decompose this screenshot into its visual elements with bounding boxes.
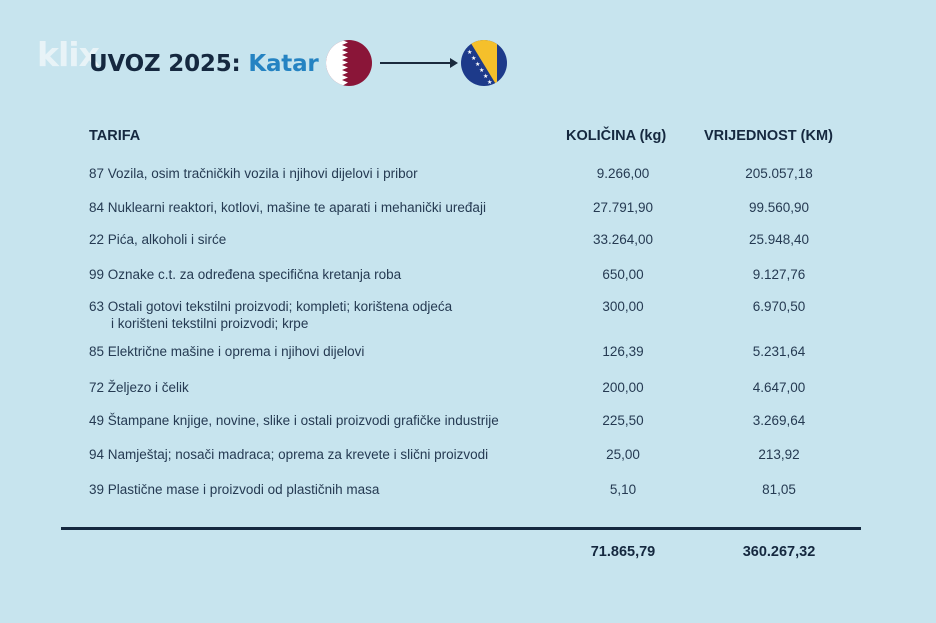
svg-text:★: ★ bbox=[487, 79, 493, 86]
page-title bbox=[89, 44, 319, 84]
row-kolicina: 650,00 bbox=[602, 267, 644, 282]
row-kolicina: 200,00 bbox=[602, 380, 644, 395]
row-vrijednost: 5.231,64 bbox=[752, 344, 806, 359]
row-description-line1: 63 Ostali gotovi tekstilni proizvodi; kompleti; korištena odjeća bbox=[89, 299, 453, 314]
row-vrijednost: 9.127,76 bbox=[752, 267, 806, 282]
column-header-tarifa: TARIFA bbox=[89, 128, 141, 144]
row-description-line2: i korišteni tekstilni proizvodi; krpe bbox=[111, 316, 309, 331]
total-kolicina: 71.865,79 bbox=[590, 544, 656, 560]
row-vrijednost: 25.948,40 bbox=[748, 232, 810, 247]
svg-text:★: ★ bbox=[467, 49, 473, 56]
row-description bbox=[89, 298, 589, 332]
arrow-right-icon bbox=[380, 62, 456, 64]
svg-text:★: ★ bbox=[475, 61, 481, 68]
row-vrijednost: 81,05 bbox=[762, 482, 796, 497]
row-kolicina: 9.266,00 bbox=[596, 166, 650, 181]
row-description: 84 Nuklearni reaktori, kotlovi, mašine te aparati i mehanički uređaji bbox=[89, 200, 486, 215]
svg-text:★: ★ bbox=[463, 43, 469, 50]
svg-text:★: ★ bbox=[471, 55, 477, 62]
title-country: Katar bbox=[248, 51, 319, 77]
row-description: 87 Vozila, osim tračničkih vozila i njihovi dijelovi i pribor bbox=[89, 166, 418, 181]
row-description: 94 Namještaj; nosači madraca; oprema za krevete i slični proizvodi bbox=[89, 447, 489, 462]
row-kolicina: 27.791,90 bbox=[592, 200, 654, 215]
row-vrijednost: 4.647,00 bbox=[752, 380, 806, 395]
svg-text:★: ★ bbox=[483, 73, 489, 80]
row-kolicina: 25,00 bbox=[606, 447, 640, 462]
column-header-vrijednost: VRIJEDNOST (KM) bbox=[704, 128, 833, 144]
column-header-kolicina: KOLIČINA (kg) bbox=[566, 128, 667, 144]
row-description: 72 Željezo i čelik bbox=[89, 380, 189, 395]
row-description: 99 Oznake c.t. za određena specifična kretanja roba bbox=[89, 267, 402, 282]
totals-divider bbox=[61, 527, 861, 530]
total-vrijednost: 360.267,32 bbox=[742, 544, 816, 560]
row-vrijednost: 3.269,64 bbox=[752, 413, 806, 428]
row-kolicina: 300,00 bbox=[602, 299, 644, 314]
bosnia-herzegovina-flag-icon bbox=[461, 40, 507, 86]
row-kolicina: 5,10 bbox=[609, 482, 637, 497]
row-vrijednost: 213,92 bbox=[758, 447, 800, 462]
row-description: 49 Štampane knjige, novine, slike i ostali proizvodi grafičke industrije bbox=[89, 413, 499, 428]
klix-logo: klix bbox=[37, 35, 99, 74]
row-kolicina: 33.264,00 bbox=[592, 232, 654, 247]
row-description: 85 Električne mašine i oprema i njihovi dijelovi bbox=[89, 344, 365, 359]
row-vrijednost: 205.057,18 bbox=[745, 166, 813, 181]
qatar-flag-icon bbox=[326, 40, 372, 86]
row-kolicina: 126,39 bbox=[602, 344, 644, 359]
row-kolicina: 225,50 bbox=[602, 413, 644, 428]
row-vrijednost: 99.560,90 bbox=[748, 200, 810, 215]
title-prefix: UVOZ 2025: bbox=[89, 51, 241, 77]
row-description: 22 Pića, alkoholi i sirće bbox=[89, 232, 227, 247]
row-description: 39 Plastične mase i proizvodi od plastičnih masa bbox=[89, 482, 380, 497]
row-vrijednost: 6.970,50 bbox=[752, 299, 806, 314]
svg-text:★: ★ bbox=[479, 67, 485, 74]
